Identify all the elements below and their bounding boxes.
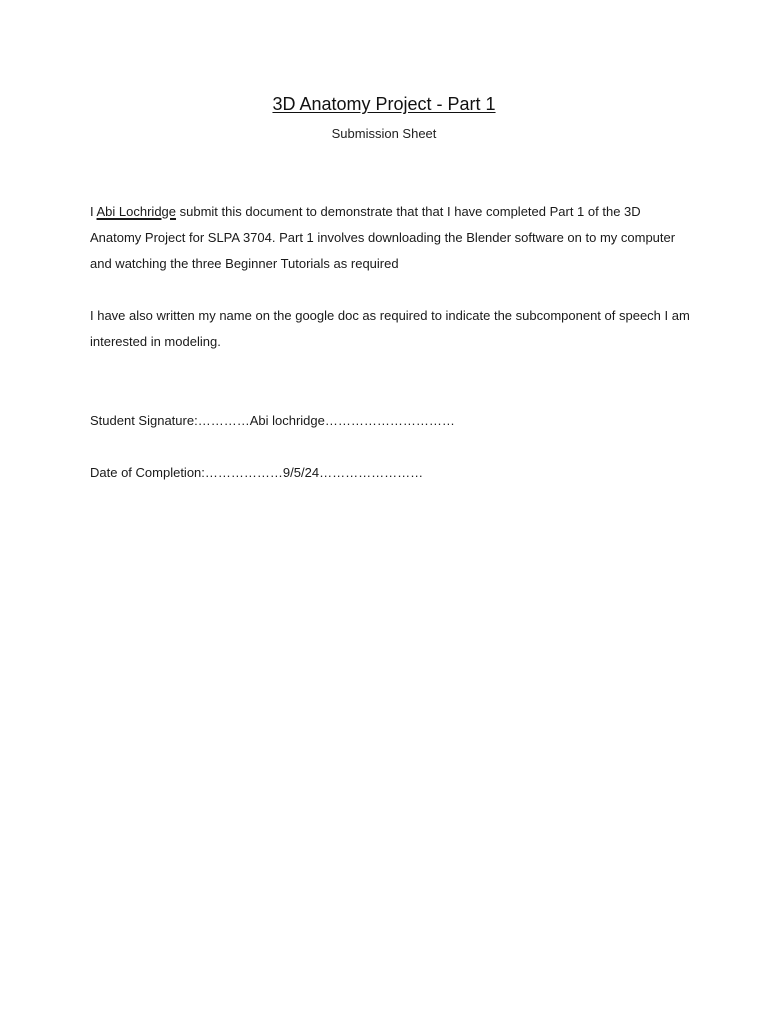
signature-leader-before: ………… (197, 413, 250, 428)
student-signature-line (90, 412, 455, 430)
signature-label: Student Signature: (90, 413, 198, 428)
completion-leader-before: ……………… (204, 465, 283, 480)
student-name: Abi Lochridge (96, 204, 177, 219)
completion-leader-after: …………………… (319, 465, 424, 480)
declaration-prefix: I (90, 204, 97, 219)
completion-label: Date of Completion: (90, 465, 205, 480)
google-doc-paragraph: I have also written my name on the google doc as required to indicate the subcomponent of speech I am interested in modeling. (90, 308, 690, 349)
document-title: 3D Anatomy Project - Part 1 (272, 94, 496, 114)
date-of-completion-line (90, 464, 423, 482)
signature-leader-after: ………………………… (324, 413, 455, 428)
document-subtitle: Submission Sheet (331, 126, 437, 141)
completion-date-value: 9/5/24 (282, 465, 320, 480)
declaration-body: submit this document to demonstrate that that I have completed Part 1 of the 3D Anatomy Project for SLPA 3704. Part 1 involves downloading the Blender software on to my computer and watching the three Beginner Tutorials as required (90, 204, 676, 271)
signature-value: Abi lochridge (249, 413, 325, 428)
declaration-paragraph (90, 199, 690, 277)
